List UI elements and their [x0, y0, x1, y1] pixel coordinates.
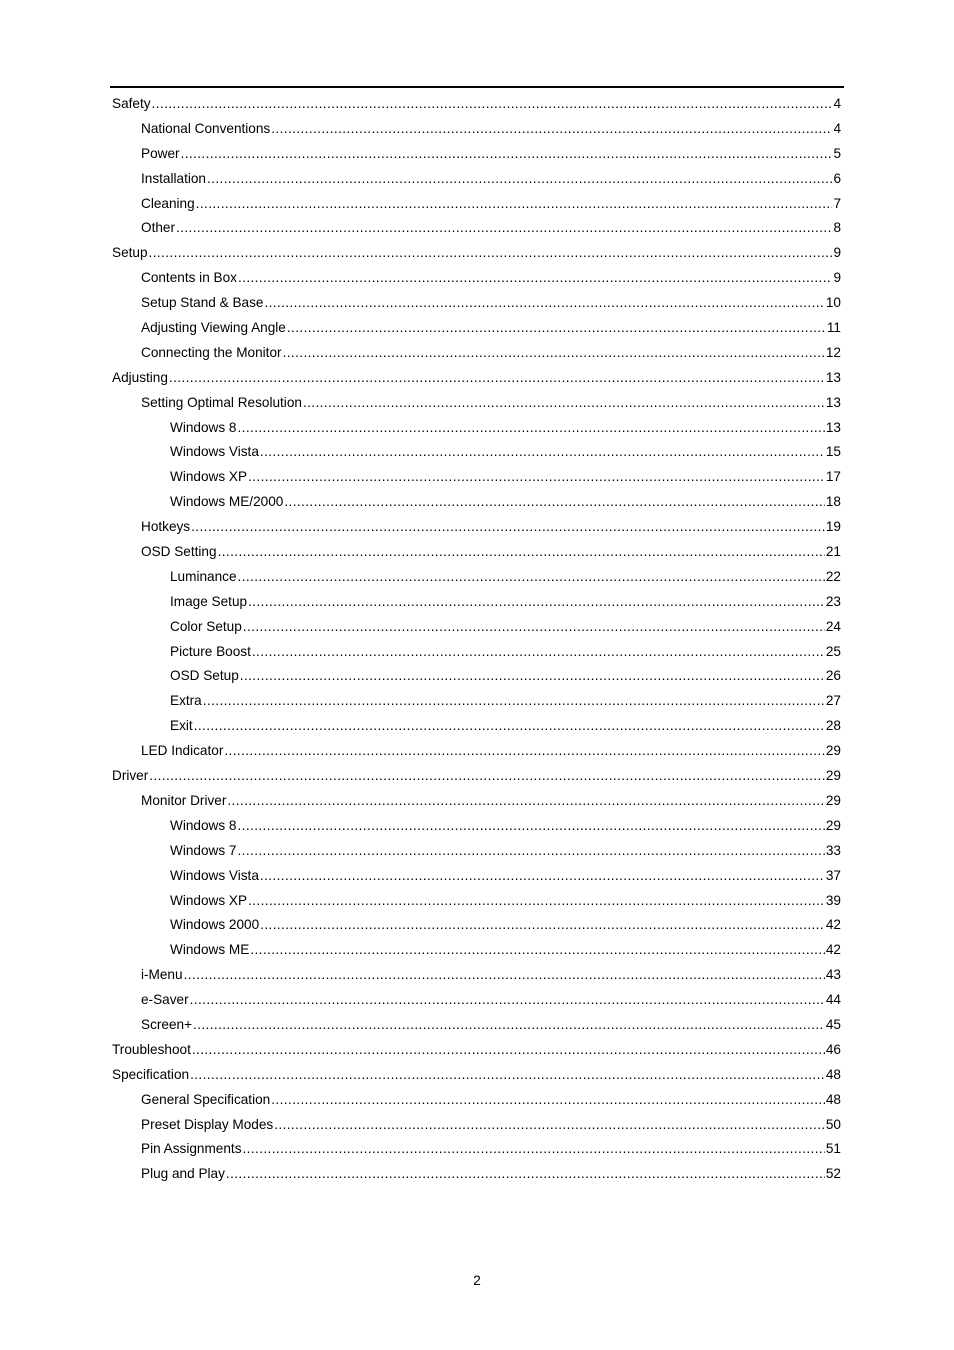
toc-entry-page: 17 — [825, 469, 841, 485]
dot-leader — [194, 714, 825, 739]
toc-entry-page: 11 — [826, 320, 841, 336]
dot-leader — [260, 913, 825, 938]
dot-leader — [243, 615, 825, 640]
toc-entry-title: Windows 8 — [170, 419, 237, 435]
toc-entry[interactable] — [112, 764, 841, 789]
toc-entry-page: 52 — [825, 1166, 841, 1182]
toc-entry-title: National Conventions — [141, 120, 271, 136]
toc-entry-page: 42 — [825, 917, 841, 933]
toc-entry-title: Connecting the Monitor — [141, 344, 282, 360]
dot-leader — [284, 490, 825, 515]
toc-entry-page: 44 — [825, 992, 841, 1008]
toc-entry-title: Adjusting — [112, 369, 168, 385]
toc-entry-title: Pin Assignments — [141, 1141, 242, 1157]
toc-entry-page: 13 — [825, 369, 841, 385]
toc-entry-page: 21 — [825, 544, 841, 560]
dot-leader — [152, 92, 833, 117]
toc-entry-title: Setting Optimal Resolution — [141, 394, 302, 410]
toc-entry-title: Windows XP — [170, 892, 248, 908]
toc-entry[interactable] — [112, 241, 841, 266]
toc-entry[interactable] — [112, 291, 841, 316]
toc-entry-title: Troubleshoot — [112, 1041, 191, 1057]
toc-entry-title: Picture Boost — [170, 643, 251, 659]
toc-entry-page: 13 — [825, 394, 841, 410]
dot-leader — [271, 117, 832, 142]
toc-entry-title: OSD Setting — [141, 544, 217, 560]
toc-entry-page: 4 — [833, 120, 841, 136]
toc-entry[interactable] — [112, 913, 841, 938]
toc-entry-title: Windows ME — [170, 942, 250, 958]
toc-entry[interactable] — [112, 440, 841, 465]
toc-entry[interactable] — [112, 266, 841, 291]
toc-entry-title: Preset Display Modes — [141, 1116, 274, 1132]
dot-leader — [190, 1063, 825, 1088]
toc-entry[interactable] — [112, 615, 841, 640]
dot-leader — [260, 440, 825, 465]
toc-entry[interactable] — [112, 1137, 841, 1162]
toc-entry[interactable] — [112, 216, 841, 241]
toc-entry[interactable] — [112, 391, 841, 416]
dot-leader — [240, 664, 825, 689]
toc-entry[interactable] — [112, 142, 841, 167]
dot-leader — [192, 1038, 825, 1063]
toc-entry[interactable] — [112, 1088, 841, 1113]
toc-entry-title: Installation — [141, 170, 206, 186]
toc-entry-page: 23 — [825, 593, 841, 609]
toc-entry-page: 9 — [833, 270, 841, 286]
toc-entry-page: 29 — [825, 817, 841, 833]
dot-leader — [227, 789, 825, 814]
toc-entry-page: 45 — [825, 1016, 841, 1032]
toc-entry[interactable] — [112, 1038, 841, 1063]
toc-entry[interactable] — [112, 540, 841, 565]
toc-entry[interactable] — [112, 92, 841, 117]
dot-leader — [252, 640, 825, 665]
dot-leader — [303, 391, 825, 416]
toc-entry[interactable] — [112, 167, 841, 192]
dot-leader — [203, 689, 825, 714]
toc-entry-page: 48 — [825, 1066, 841, 1082]
dot-leader — [250, 938, 825, 963]
toc-entry-title: Cleaning — [141, 195, 195, 211]
toc-entry-title: Other — [141, 220, 175, 236]
toc-entry[interactable] — [112, 889, 841, 914]
dot-leader — [149, 241, 833, 266]
toc-entry-page: 19 — [825, 519, 841, 535]
toc-entry-title: Color Setup — [170, 618, 242, 634]
toc-entry[interactable] — [112, 515, 841, 540]
toc-entry[interactable] — [112, 664, 841, 689]
dot-leader — [238, 565, 825, 590]
toc-entry-title: Windows ME/2000 — [170, 494, 284, 510]
dot-leader — [264, 291, 824, 316]
toc-entry-page: 25 — [825, 643, 841, 659]
dot-leader — [237, 416, 824, 441]
toc-entry-title: Safety — [112, 96, 151, 111]
dot-leader — [248, 590, 825, 615]
toc-entry-page: 27 — [825, 693, 841, 709]
dot-leader — [181, 142, 833, 167]
toc-entry-title: e-Saver — [141, 992, 189, 1008]
toc-entry[interactable] — [112, 1013, 841, 1038]
toc-entry-title: Adjusting Viewing Angle — [141, 320, 286, 336]
toc-entry[interactable] — [112, 988, 841, 1013]
toc-entry-title: Windows Vista — [170, 867, 259, 883]
toc-entry-title: Extra — [170, 693, 202, 709]
toc-entry-page: 29 — [825, 792, 841, 808]
toc-entry[interactable] — [112, 640, 841, 665]
toc-entry-title: Windows Vista — [170, 444, 259, 460]
toc-entry[interactable] — [112, 341, 841, 366]
toc-entry-page: 7 — [833, 195, 841, 211]
toc-entry-title: Setup — [112, 245, 148, 261]
toc-entry[interactable] — [112, 465, 841, 490]
toc-entry-page: 5 — [833, 145, 841, 161]
toc-entry-title: Windows 7 — [170, 842, 237, 858]
toc-entry-title: i-Menu — [141, 967, 183, 983]
toc-entry[interactable] — [112, 416, 841, 441]
toc-entry[interactable] — [112, 1063, 841, 1088]
dot-leader — [184, 963, 825, 988]
dot-leader — [149, 764, 825, 789]
toc-entry-title: Contents in Box — [141, 270, 237, 286]
toc-entry-page: 26 — [825, 668, 841, 684]
toc-entry-title: Exit — [170, 718, 193, 734]
dot-leader — [260, 864, 825, 889]
toc-entry-title: OSD Setup — [170, 668, 239, 684]
toc-entry-page: 4 — [833, 96, 841, 111]
table-of-contents — [112, 92, 841, 1187]
toc-entry-page: 8 — [833, 220, 841, 236]
dot-leader — [283, 341, 825, 366]
toc-entry-page: 50 — [825, 1116, 841, 1132]
dot-leader — [248, 465, 825, 490]
toc-entry-page: 9 — [833, 245, 841, 261]
toc-entry-title: Monitor Driver — [141, 792, 227, 808]
dot-leader — [237, 839, 824, 864]
toc-entry[interactable] — [112, 938, 841, 963]
dot-leader — [196, 192, 833, 217]
toc-entry-page: 24 — [825, 618, 841, 634]
toc-entry[interactable] — [112, 839, 841, 864]
toc-entry-page: 28 — [825, 718, 841, 734]
toc-entry[interactable] — [112, 590, 841, 615]
toc-entry-page: 6 — [833, 170, 841, 186]
toc-entry-title: Specification — [112, 1066, 190, 1082]
dot-leader — [237, 814, 824, 839]
toc-entry-title: Setup Stand & Base — [141, 295, 264, 311]
toc-entry[interactable] — [112, 490, 841, 515]
toc-entry-page: 37 — [825, 867, 841, 883]
dot-leader — [193, 1013, 825, 1038]
dot-leader — [207, 167, 832, 192]
toc-entry-page: 51 — [825, 1141, 841, 1157]
dot-leader — [243, 1137, 825, 1162]
toc-entry[interactable] — [112, 366, 841, 391]
dot-leader — [274, 1113, 825, 1138]
toc-entry[interactable] — [112, 1162, 841, 1187]
dot-leader — [176, 216, 832, 241]
dot-leader — [271, 1088, 825, 1113]
dot-leader — [224, 739, 825, 764]
top-rule — [110, 86, 844, 88]
toc-entry-title: Windows 8 — [170, 817, 237, 833]
toc-entry[interactable] — [112, 789, 841, 814]
toc-entry-page: 10 — [825, 295, 841, 311]
dot-leader — [248, 889, 825, 914]
toc-entry-page: 18 — [825, 494, 841, 510]
dot-leader — [190, 988, 825, 1013]
dot-leader — [226, 1162, 825, 1187]
toc-entry-title: Luminance — [170, 568, 237, 584]
toc-entry-title: Image Setup — [170, 593, 248, 609]
dot-leader — [238, 266, 832, 291]
toc-entry[interactable] — [112, 316, 841, 341]
toc-entry[interactable] — [112, 739, 841, 764]
toc-entry-page: 15 — [825, 444, 841, 460]
toc-entry[interactable] — [112, 192, 841, 217]
toc-entry-page: 29 — [825, 768, 841, 784]
page-number: 2 — [473, 1273, 481, 1288]
toc-entry[interactable] — [112, 1113, 841, 1138]
toc-entry[interactable] — [112, 565, 841, 590]
toc-entry[interactable] — [112, 864, 841, 889]
toc-entry-title: Power — [141, 145, 180, 161]
toc-entry[interactable] — [112, 814, 841, 839]
toc-entry-page: 42 — [825, 942, 841, 958]
toc-entry-title: Driver — [112, 768, 149, 784]
toc-entry-page: 43 — [825, 967, 841, 983]
toc-entry-page: 12 — [825, 344, 841, 360]
toc-entry-title: Windows XP — [170, 469, 248, 485]
toc-entry[interactable] — [112, 963, 841, 988]
toc-entry-page: 29 — [825, 743, 841, 759]
toc-entry-page: 46 — [825, 1041, 841, 1057]
toc-entry-title: Windows 2000 — [170, 917, 260, 933]
dot-leader — [287, 316, 826, 341]
toc-entry-title: LED Indicator — [141, 743, 224, 759]
toc-entry-page: 13 — [825, 419, 841, 435]
toc-entry-title: Screen+ — [141, 1016, 193, 1032]
toc-entry-page: 22 — [825, 568, 841, 584]
toc-entry-page: 39 — [825, 892, 841, 908]
toc-entry-title: General Specification — [141, 1091, 271, 1107]
toc-entry[interactable] — [112, 117, 841, 142]
toc-entry-page: 48 — [825, 1091, 841, 1107]
toc-entry-title: Hotkeys — [141, 519, 191, 535]
toc-entry[interactable] — [112, 689, 841, 714]
dot-leader — [169, 366, 825, 391]
dot-leader — [218, 540, 825, 565]
dot-leader — [191, 515, 825, 540]
toc-entry[interactable] — [112, 714, 841, 739]
toc-entry-title: Plug and Play — [141, 1166, 225, 1182]
toc-entry-page: 33 — [825, 842, 841, 858]
